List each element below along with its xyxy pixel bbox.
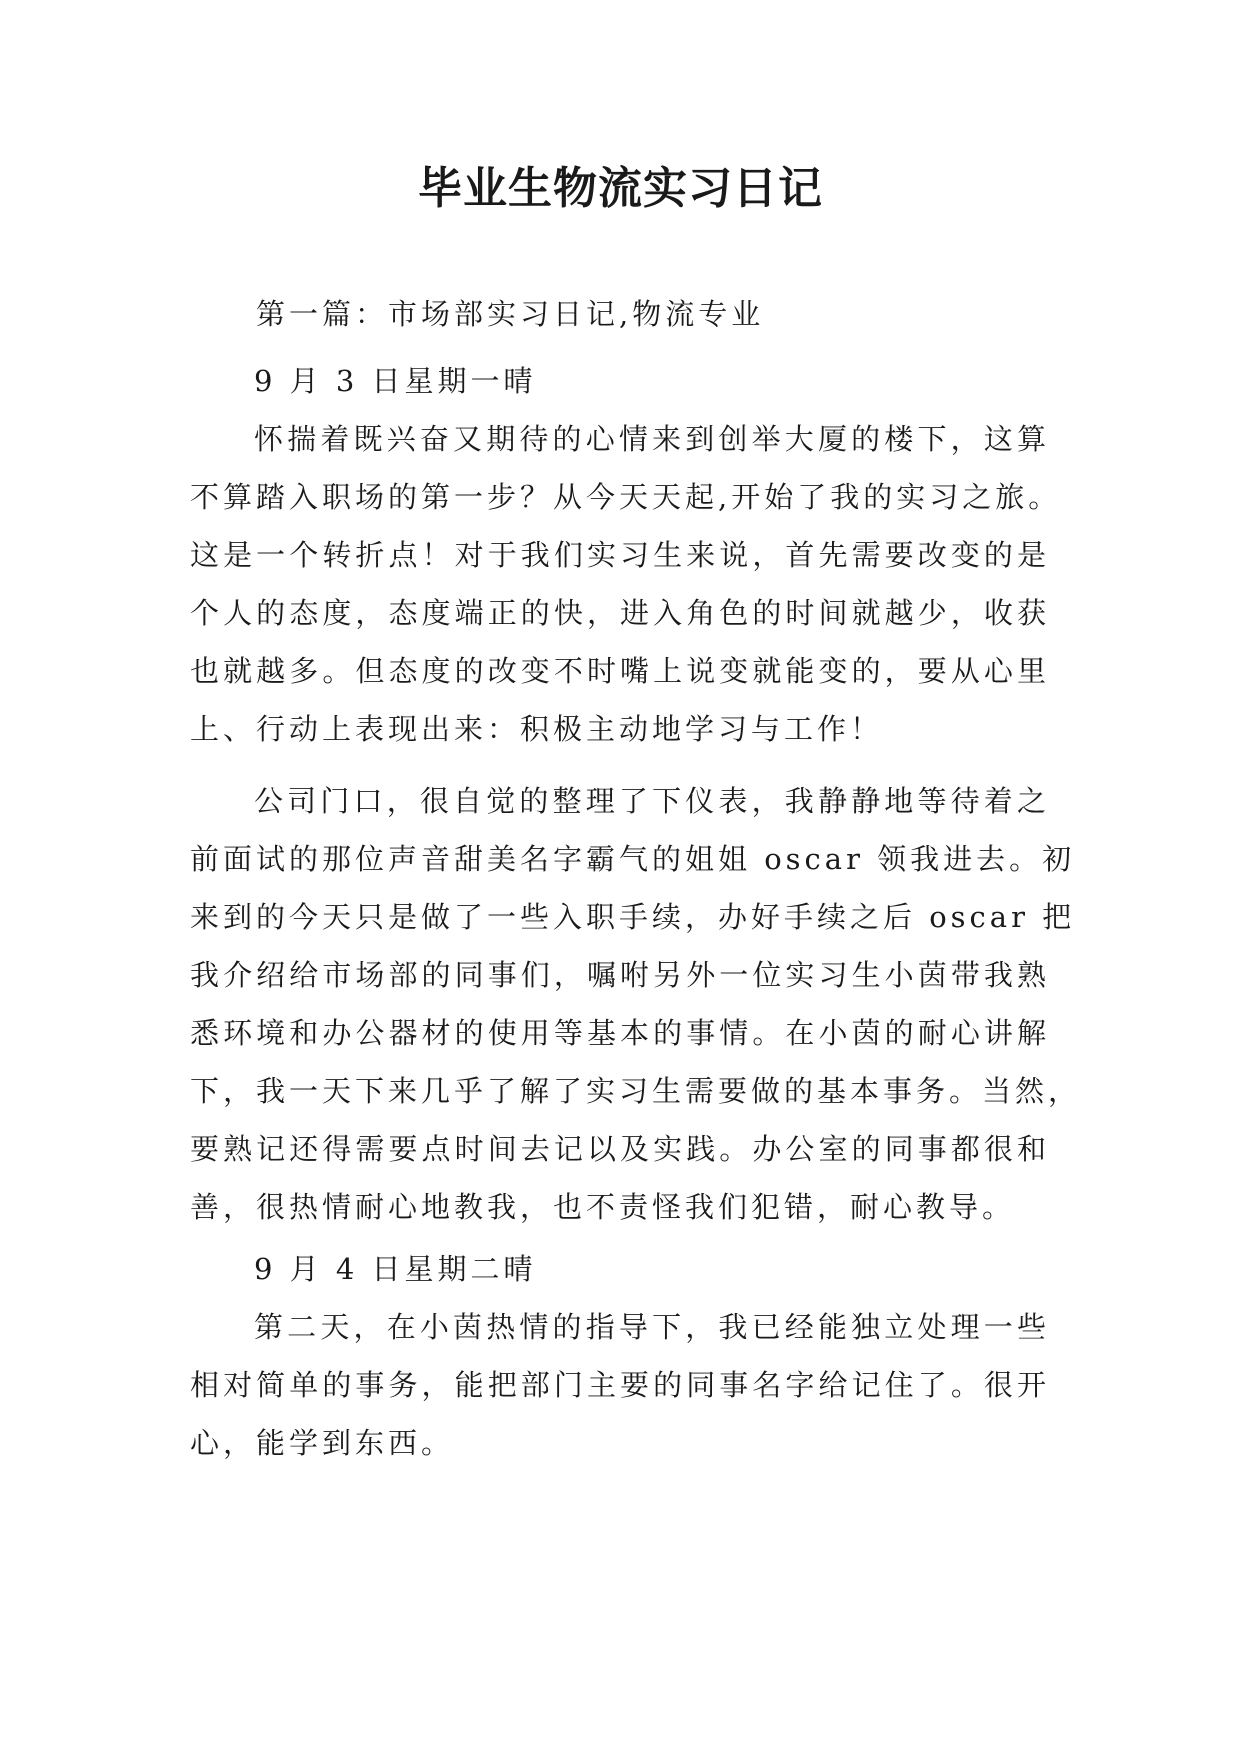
document-title: 毕业生物流实习日记 xyxy=(418,163,823,214)
paragraph-line: 前面试的那位声音甜美名字霸气的姐姐 oscar 领我进去。初 xyxy=(190,842,1076,876)
paragraph-line: 相对简单的事务，能把部门主要的同事名字给记住了。很开 xyxy=(190,1368,1050,1402)
paragraph-line: 悉环境和办公器材的使用等基本的事情。在小茵的耐心讲解 xyxy=(190,1016,1050,1050)
paragraph-line: 要熟记还得需要点时间去记以及实践。办公室的同事都很和 xyxy=(190,1132,1050,1166)
paragraph-line: 善，很热情耐心地教我，也不责怪我们犯错，耐心教导。 xyxy=(190,1190,1016,1224)
paragraph-line: 也就越多。但态度的改变不时嘴上说变就能变的，要从心里 xyxy=(190,654,1050,688)
paragraph-line: 不算踏入职场的第一步？从今天天起,开始了我的实习之旅。 xyxy=(190,480,1062,514)
paragraph-line: 这是一个转折点！对于我们实习生来说，首先需要改变的是 xyxy=(190,538,1050,572)
paragraph-line: 来到的今天只是做了一些入职手续，办好手续之后 oscar 把 xyxy=(190,900,1076,934)
paragraph-line: 个人的态度，态度端正的快，进入角色的时间就越少，收获 xyxy=(190,596,1050,630)
paragraph-line: 我介绍给市场部的同事们，嘱咐另外一位实习生小茵带我熟 xyxy=(190,958,1050,992)
paragraph-line: 怀揣着既兴奋又期待的心情来到创举大厦的楼下，这算 xyxy=(254,422,1050,456)
document-subtitle: 第一篇：市场部实习日记,物流专业 xyxy=(256,297,765,331)
section2-date-block xyxy=(190,1240,1050,1298)
section1-paragraph-1 xyxy=(190,410,1062,758)
paragraph-line: 上、行动上表现出来：积极主动地学习与工作！ xyxy=(190,712,884,746)
paragraph-line: 第二天，在小茵热情的指导下，我已经能独立处理一些 xyxy=(254,1310,1050,1344)
paragraph-line: 公司门口，很自觉的整理了下仪表，我静静地等待着之 xyxy=(254,784,1050,818)
paragraph-line: 下，我一天下来几乎了解了实习生需要做的基本事务。当然， xyxy=(190,1074,1082,1108)
section1-paragraph-2 xyxy=(190,772,1082,1236)
paragraph-line: 心，能学到东西。 xyxy=(190,1426,455,1460)
section1-date: 9 月 3 日星期一晴 xyxy=(254,364,537,398)
section2-paragraph-1 xyxy=(190,1298,1050,1472)
section2-date: 9 月 4 日星期二晴 xyxy=(254,1252,537,1286)
section1-date-block xyxy=(190,352,1050,410)
